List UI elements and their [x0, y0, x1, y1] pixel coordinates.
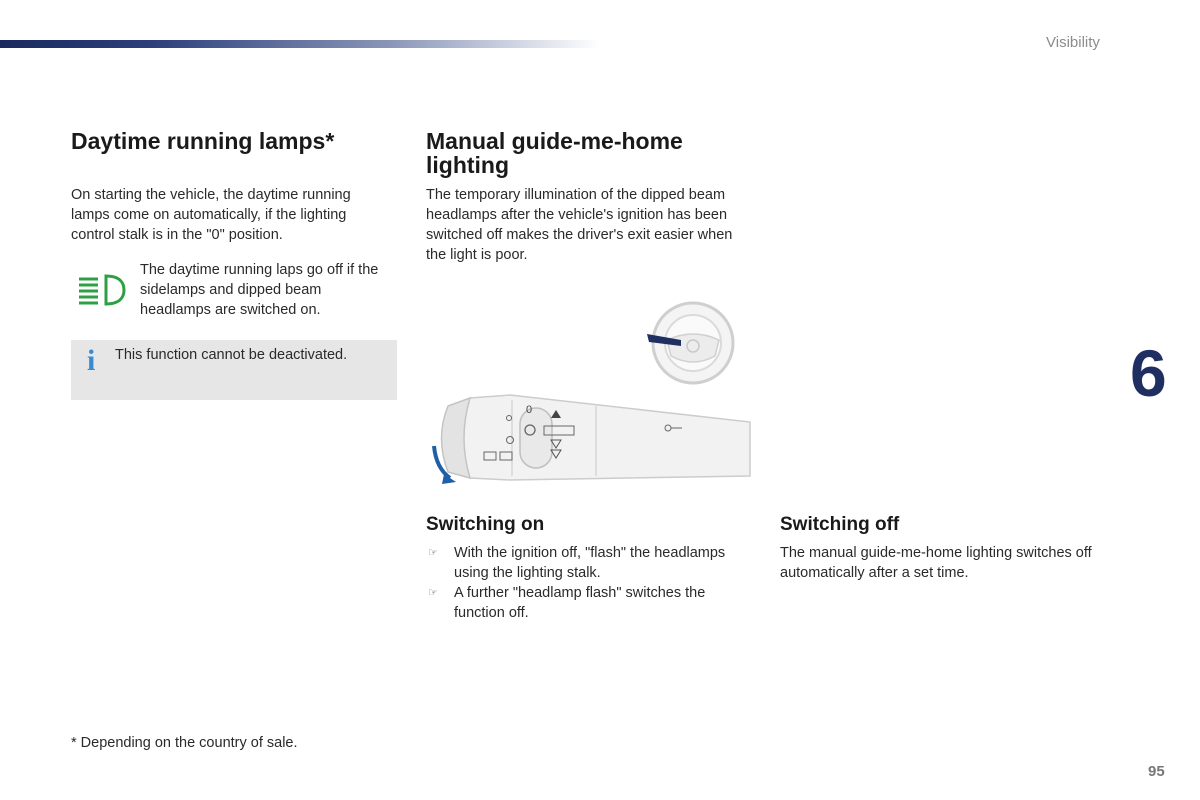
daytime-running-lamp-icon	[76, 272, 126, 313]
lamp-note-text: The daytime running laps go off if the sidelamps and dipped beam headlamps are switched on.	[140, 262, 379, 318]
guide-me-home-heading-line1: Manual guide-me-home	[426, 128, 683, 154]
section-title: Visibility	[1046, 34, 1100, 51]
chapter-number: 6	[1130, 336, 1167, 410]
list-item	[426, 543, 756, 583]
guide-me-home-intro: The temporary illumination of the dipped beam headlamps after the vehicle's ignition has been switched off makes the driver's exit easier when the light is poor.	[426, 187, 733, 263]
steering-wheel-icon	[645, 298, 737, 393]
list-item-text: With the ignition off, "flash" the headlamps using the lighting stalk.	[454, 545, 726, 581]
daytime-lamps-heading: Daytime running lamps*	[71, 128, 335, 154]
info-box	[71, 340, 397, 400]
daytime-lamps-intro: On starting the vehicle, the daytime running lamps come on automatically, if the lighting control stalk is in the "0" position.	[71, 187, 351, 243]
footnote: * Depending on the country of sale.	[71, 735, 298, 751]
pointing-hand-icon: ☞	[428, 547, 438, 559]
switching-on-heading: Switching on	[426, 514, 545, 535]
guide-me-home-heading-line2: lighting	[426, 152, 510, 178]
switching-off-heading: Switching off	[780, 514, 900, 535]
pointing-hand-icon: ☞	[428, 587, 438, 599]
switching-off-text: The manual guide-me-home lighting switches off automatically after a set time.	[780, 545, 1092, 581]
header-gradient-bar	[0, 40, 600, 48]
list-item-text: A further "headlamp flash" switches the function off.	[454, 585, 706, 621]
info-icon: i	[87, 344, 96, 377]
stalk-position-zero-label: 0	[526, 404, 533, 416]
switching-on-list	[426, 543, 756, 623]
list-item	[426, 583, 756, 623]
lighting-stalk-illustration	[420, 388, 755, 493]
info-text: This function cannot be deactivated.	[115, 347, 348, 363]
page-number: 95	[1148, 763, 1165, 780]
guide-me-home-heading	[426, 129, 683, 177]
